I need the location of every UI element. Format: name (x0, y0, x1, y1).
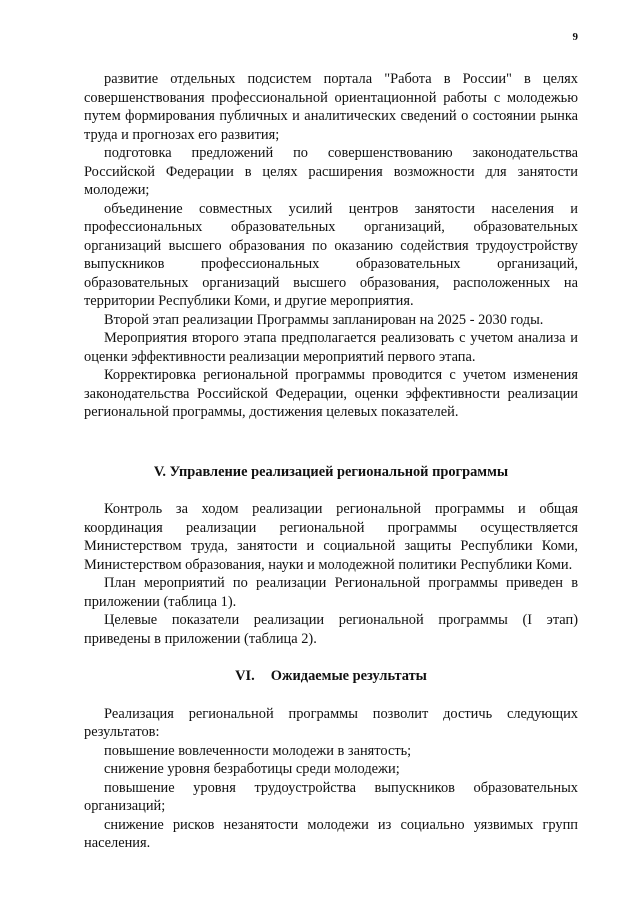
section-6-number: VI. (235, 668, 255, 684)
paragraph-program-adjustment: Корректировка региональной программы проводится с учетом изменения законодательства Российской Федерации, оценки эффективности реализации региональной программы, достижения целевых показателей. (84, 367, 578, 420)
result-item-graduate-employment: повышение уровня трудоустройства выпускников образовательных организаций; (84, 779, 578, 814)
page-number: 9 (572, 31, 578, 43)
paragraph-second-stage: Второй этап реализации Программы запланирован на 2025 - 2030 годы. (104, 311, 544, 328)
result-item-unemployment: снижение уровня безработицы среди молодежи; (104, 761, 400, 777)
paragraph-joint-efforts: объединение совместных усилий центров занятости населения и профессиональных образовательных организаций, образовательных организаций высшего образования по оказанию содействия трудоустройству выпускников профессиональных образовательных организаций, образовательных организаций высшего образования, расположенных на территории Республики Коми, и другие мероприятия. (84, 200, 578, 309)
paragraph-activity-plan: План мероприятий по реализации Региональной программы приведен в приложении (таблица 1). (84, 575, 578, 610)
paragraph-legislation-proposals: подготовка предложений по совершенствованию законодательства Российской Федерации в целях расширения возможности для занятости молодежи; (84, 145, 578, 198)
section-5-heading: V. Управление реализацией региональной программы (153, 463, 509, 480)
section-6-heading (84, 667, 578, 686)
paragraph-control: Контроль за ходом реализации региональной программы и общая координация реализации региональной программы осуществляется Министерством труда, занятости и социальной защиты Республики Коми, Министерством образования, науки и молодежной политики Республики Коми. (84, 501, 578, 573)
paragraph-target-indicators: Целевые показатели реализации региональной программы (I этап) приведены в приложении (таблица 2). (84, 612, 578, 647)
paragraph-second-stage-activities: Мероприятия второго этапа предполагается реализовать с учетом анализа и оценки эффективности реализации мероприятий первого этапа. (84, 330, 578, 365)
section-6-title: Ожидаемые результаты (270, 668, 427, 684)
paragraph-expected-results-intro: Реализация региональной программы позволит достичь следующих результатов: (84, 705, 578, 740)
result-item-engagement: повышение вовлеченности молодежи в занятость; (104, 742, 412, 759)
paragraph-portal-development: развитие отдельных подсистем портала "Работа в России" в целях совершенствования профессиональной ориентационной работы с молодежью путем формирования публичных и аналитических сведений о состоянии рынка труда и прогнозах его развития; (84, 71, 578, 143)
document-body (84, 70, 578, 853)
result-item-vulnerable-groups: снижение рисков незанятости молодежи из социально уязвимых групп населения. (84, 816, 578, 851)
